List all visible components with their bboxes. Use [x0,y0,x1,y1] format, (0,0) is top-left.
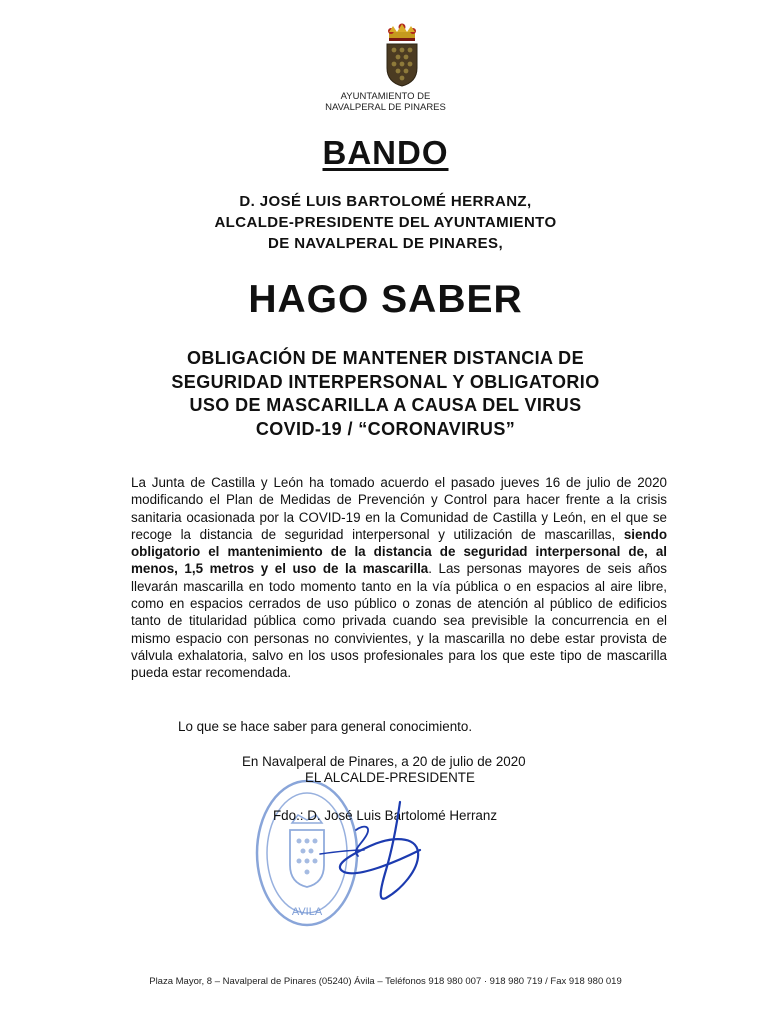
body-text: La Junta de Castilla y León ha tomado acuerdo el pasado jueves 16 de julio de 2020 modificando el Plan de Medidas de Prevención y Control para hacer frente a la crisis sanitaria ocasionada por la COVID-19 en la Comunidad de Castilla y León, en el que se recoge la distancia de seguridad interpersonal y utilización de mascarillas, [131,475,667,542]
authority-line: ALCALDE-PRESIDENTE DEL AYUNTAMIENTO [214,214,557,231]
authority-block [0,191,771,254]
subject-line: USO DE MASCARILLA A CAUSA DEL VIRUS [189,395,582,415]
org-name-line1: AYUNTAMIENTO DE [340,91,431,102]
body-text: . Las personas mayores de seis años llevarán mascarilla en todo momento tanto en la vía pública o en espacios al aire libre, como en espacios cerrados de uso público o zonas de atención al público de edificios tanto de titularidad pública como privada cuando sea previsible la concurrencia en el mismo espacio con personas no convivientes, y la mascarilla no debe estar provista de válvula exhalatoria, salvo en los usos profesionales para los que este tipo de mascarilla pueda estar recomendada. [131,561,668,681]
handwritten-signature [300,790,450,920]
seal-bottom-text: AVILA [291,906,323,918]
signer-role: EL ALCALDE-PRESIDENTE [305,770,475,785]
proclamation-heading: HAGO SABER [248,278,523,321]
body-emphasis: siendo obligatorio el mantenimiento de la distancia de seguridad interpersonal de, al menos, 1,5 metros y el uso de la mascarilla [131,526,667,577]
signed-by: Fdo.: D. José Luis Bartolomé Herranz [273,808,498,823]
coat-of-arms-icon [382,22,422,88]
authority-line: DE NAVALPERAL DE PINARES, [267,235,504,252]
subject-line: OBLIGACIÓN DE MANTENER DISTANCIA DE [186,348,584,368]
body-paragraph [131,474,667,682]
place-date: En Navalperal de Pinares, a 20 de julio de 2020 [242,754,526,769]
closing-line: Lo que se hace saber para general conocimiento. [178,719,473,734]
org-name-line2: NAVALPERAL DE PINARES [325,102,446,113]
footer-address: Plaza Mayor, 8 – Navalperal de Pinares (05240) Ávila – Teléfonos 918 980 007 · 918 980 719 / Fax 918 980 019 [149,976,622,987]
subject-line: SEGURIDAD INTERPERSONAL Y OBLIGATORIO [171,371,600,392]
authority-line: D. JOSÉ LUIS BARTOLOMÉ HERRANZ, [239,193,532,210]
crown-icon [388,24,416,42]
subject-heading [0,347,771,441]
subject-line: COVID-19 / “CORONAVIRUS” [255,418,516,439]
document-title: BANDO [322,134,449,171]
